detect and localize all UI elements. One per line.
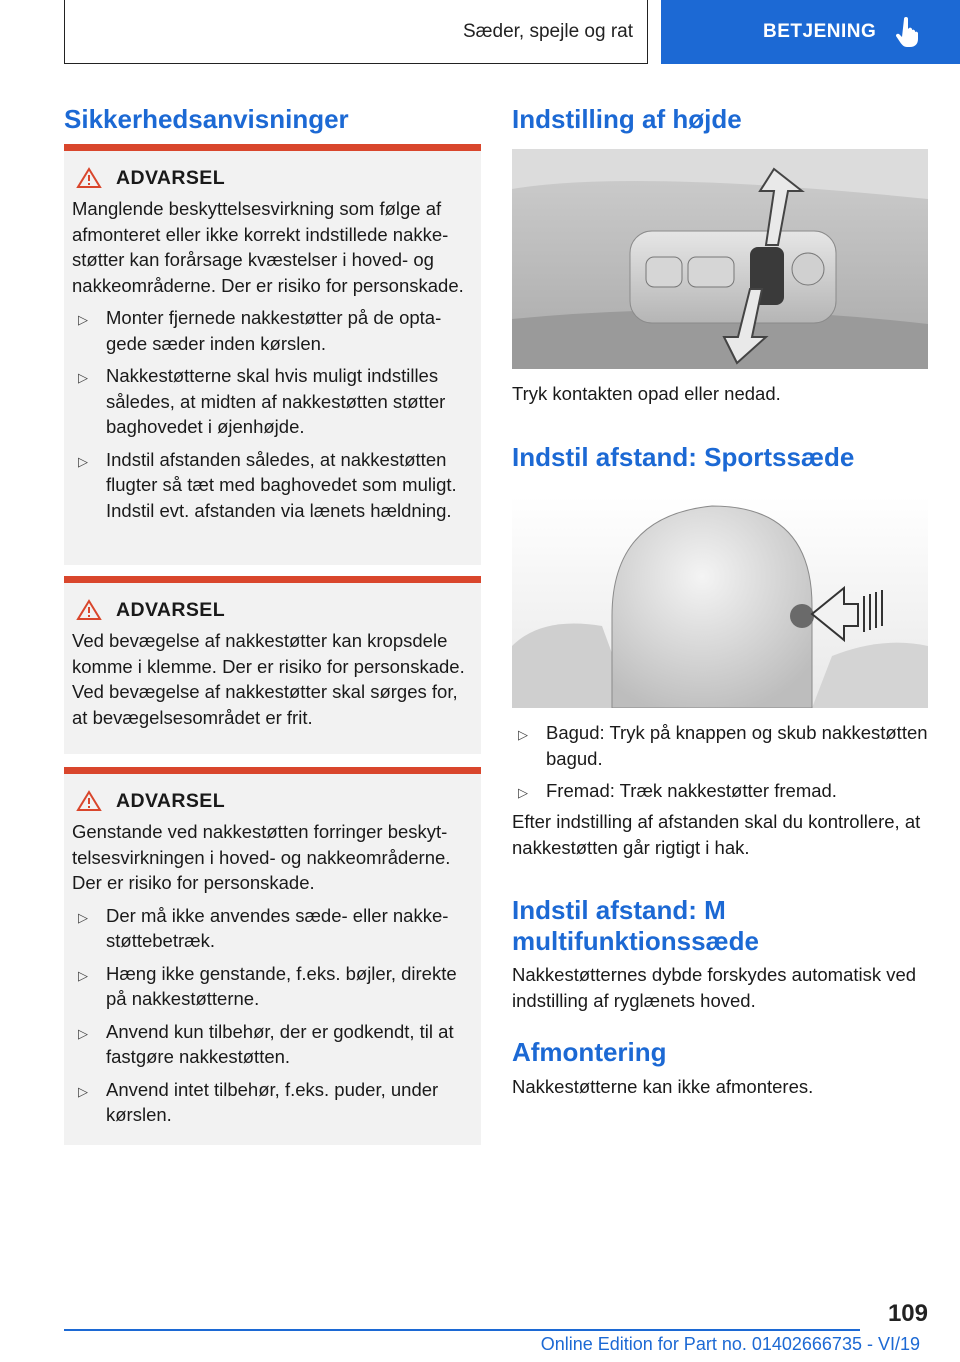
list-item — [72, 305, 473, 356]
removal-text: Nakkestøtterne kan ikke afmonteres. — [512, 1076, 814, 1097]
bullet-triangle-icon: ▷ — [78, 370, 88, 385]
bullet-triangle-icon: ▷ — [518, 727, 528, 742]
sport-text: Efter indstilling af afstanden skal du kontrollere, at nakkestøtten går rigtigt i hak. — [512, 811, 921, 858]
m-seat-heading: Indstil afstand: M multifunktionssæde — [512, 895, 760, 956]
warning-bullets — [72, 305, 473, 523]
list-item-text: Fremad: Træk nakkestøtter fremad. — [546, 780, 837, 801]
list-item-text: Hæng ikke genstande, f.eks. bøjler, direkte på nakkestøtterne. — [106, 962, 457, 1009]
sport-bullets — [512, 720, 928, 811]
warning-box-3 — [64, 767, 481, 1145]
warning-box-2 — [64, 576, 481, 754]
list-item-text: Der må ikke anvendes sæde- eller nakkestøttebetræk. — [106, 904, 449, 951]
hand-pointer-icon — [896, 17, 922, 47]
warning-text: Ved bevægelse af nakkestøtter kan kropsdele komme i klemme. Der er risiko for personskade. Ved bevægelse af nakkestøtter skal sørges for, at bevægelsesområdet er frit. — [72, 630, 465, 728]
warning-triangle-icon — [76, 790, 102, 812]
bullet-triangle-icon: ▷ — [78, 967, 88, 983]
list-item — [72, 903, 473, 954]
bullet-triangle-icon: ▷ — [78, 909, 88, 925]
bullet-triangle-icon: ▷ — [78, 1083, 88, 1099]
warning-text: Genstande ved nakkestøtten forringer beskyttelsesvirkningen i hoved- og nakkeområderne. Der er risiko for personskade. — [72, 821, 451, 893]
list-item — [72, 363, 473, 440]
list-item — [512, 778, 928, 804]
list-item-text: Bagud: Tryk på knappen og skub nakkestøtten bagud. — [546, 722, 928, 769]
bullet-triangle-icon: ▷ — [518, 785, 528, 800]
footer-edition[interactable]: Online Edition for Part no. 01402666735 - VI/19 — [540, 1334, 920, 1354]
removal-heading: Afmontering — [512, 1037, 667, 1067]
list-item-text: Nakkestøtterne skal hvis muligt indstilles således, at midten af nakkestøtten støtter baghovedet i øjenhøjde. — [106, 365, 446, 437]
warning-box-1 — [64, 144, 481, 565]
header-chapter-tab[interactable] — [661, 0, 960, 64]
list-item — [72, 961, 473, 1012]
list-item-text: Indstil afstanden således, at nakkestøtten flugter så tæt med baghovedet som muligt. Indstil evt. afstanden via lænets hældning. — [106, 448, 457, 521]
list-item — [512, 720, 928, 771]
safety-heading: Sikkerhedsanvisninger — [64, 104, 349, 134]
bullet-triangle-icon: ▷ — [78, 453, 88, 469]
seat-switch-photo — [512, 149, 928, 369]
section-title: Sæder, spejle og rat — [462, 20, 633, 42]
list-item-text: Monter fjernede nakkestøtter på de optagede sæder inden kørslen. — [106, 307, 442, 354]
page-number: 109 — [887, 1300, 928, 1327]
warning-triangle-icon — [76, 599, 102, 621]
warning-text: Manglende beskyttelsesvirkning som følge af afmonteret eller ikke korrekt indstillede nakkestøtter kan forårsage kvæstelser i hoved- og nakkeområderne. Der er risiko for personskade. — [72, 198, 464, 296]
bullet-triangle-icon: ▷ — [78, 312, 88, 327]
warning-label: ADVARSEL — [116, 166, 226, 189]
list-item-text: Anvend kun tilbehør, der er godkendt, til at fastgøre nakkestøtten. — [106, 1020, 454, 1067]
m-seat-text: Nakkestøtternes dybde forskydes automatisk ved indstilling af ryglænets hoved. — [512, 964, 917, 1011]
warning-label: ADVARSEL — [116, 598, 226, 621]
bullet-triangle-icon: ▷ — [78, 1025, 88, 1041]
footer-divider — [64, 1329, 860, 1331]
height-heading: Indstilling af højde — [512, 104, 742, 134]
sport-heading: Indstil afstand: Sportssæde — [512, 442, 855, 472]
chapter-label: BETJENING — [763, 21, 877, 42]
list-item — [72, 447, 473, 524]
list-item — [72, 1019, 473, 1070]
list-item-text: Anvend intet tilbehør, f.eks. puder, under kørslen. — [106, 1078, 439, 1125]
warning-bullets — [72, 903, 473, 1128]
warning-triangle-icon — [76, 167, 102, 189]
header-section-title — [64, 0, 648, 64]
list-item — [72, 1077, 473, 1128]
warning-label: ADVARSEL — [116, 789, 226, 812]
headrest-photo — [512, 496, 928, 708]
height-text: Tryk kontakten opad eller nedad. — [512, 383, 781, 404]
